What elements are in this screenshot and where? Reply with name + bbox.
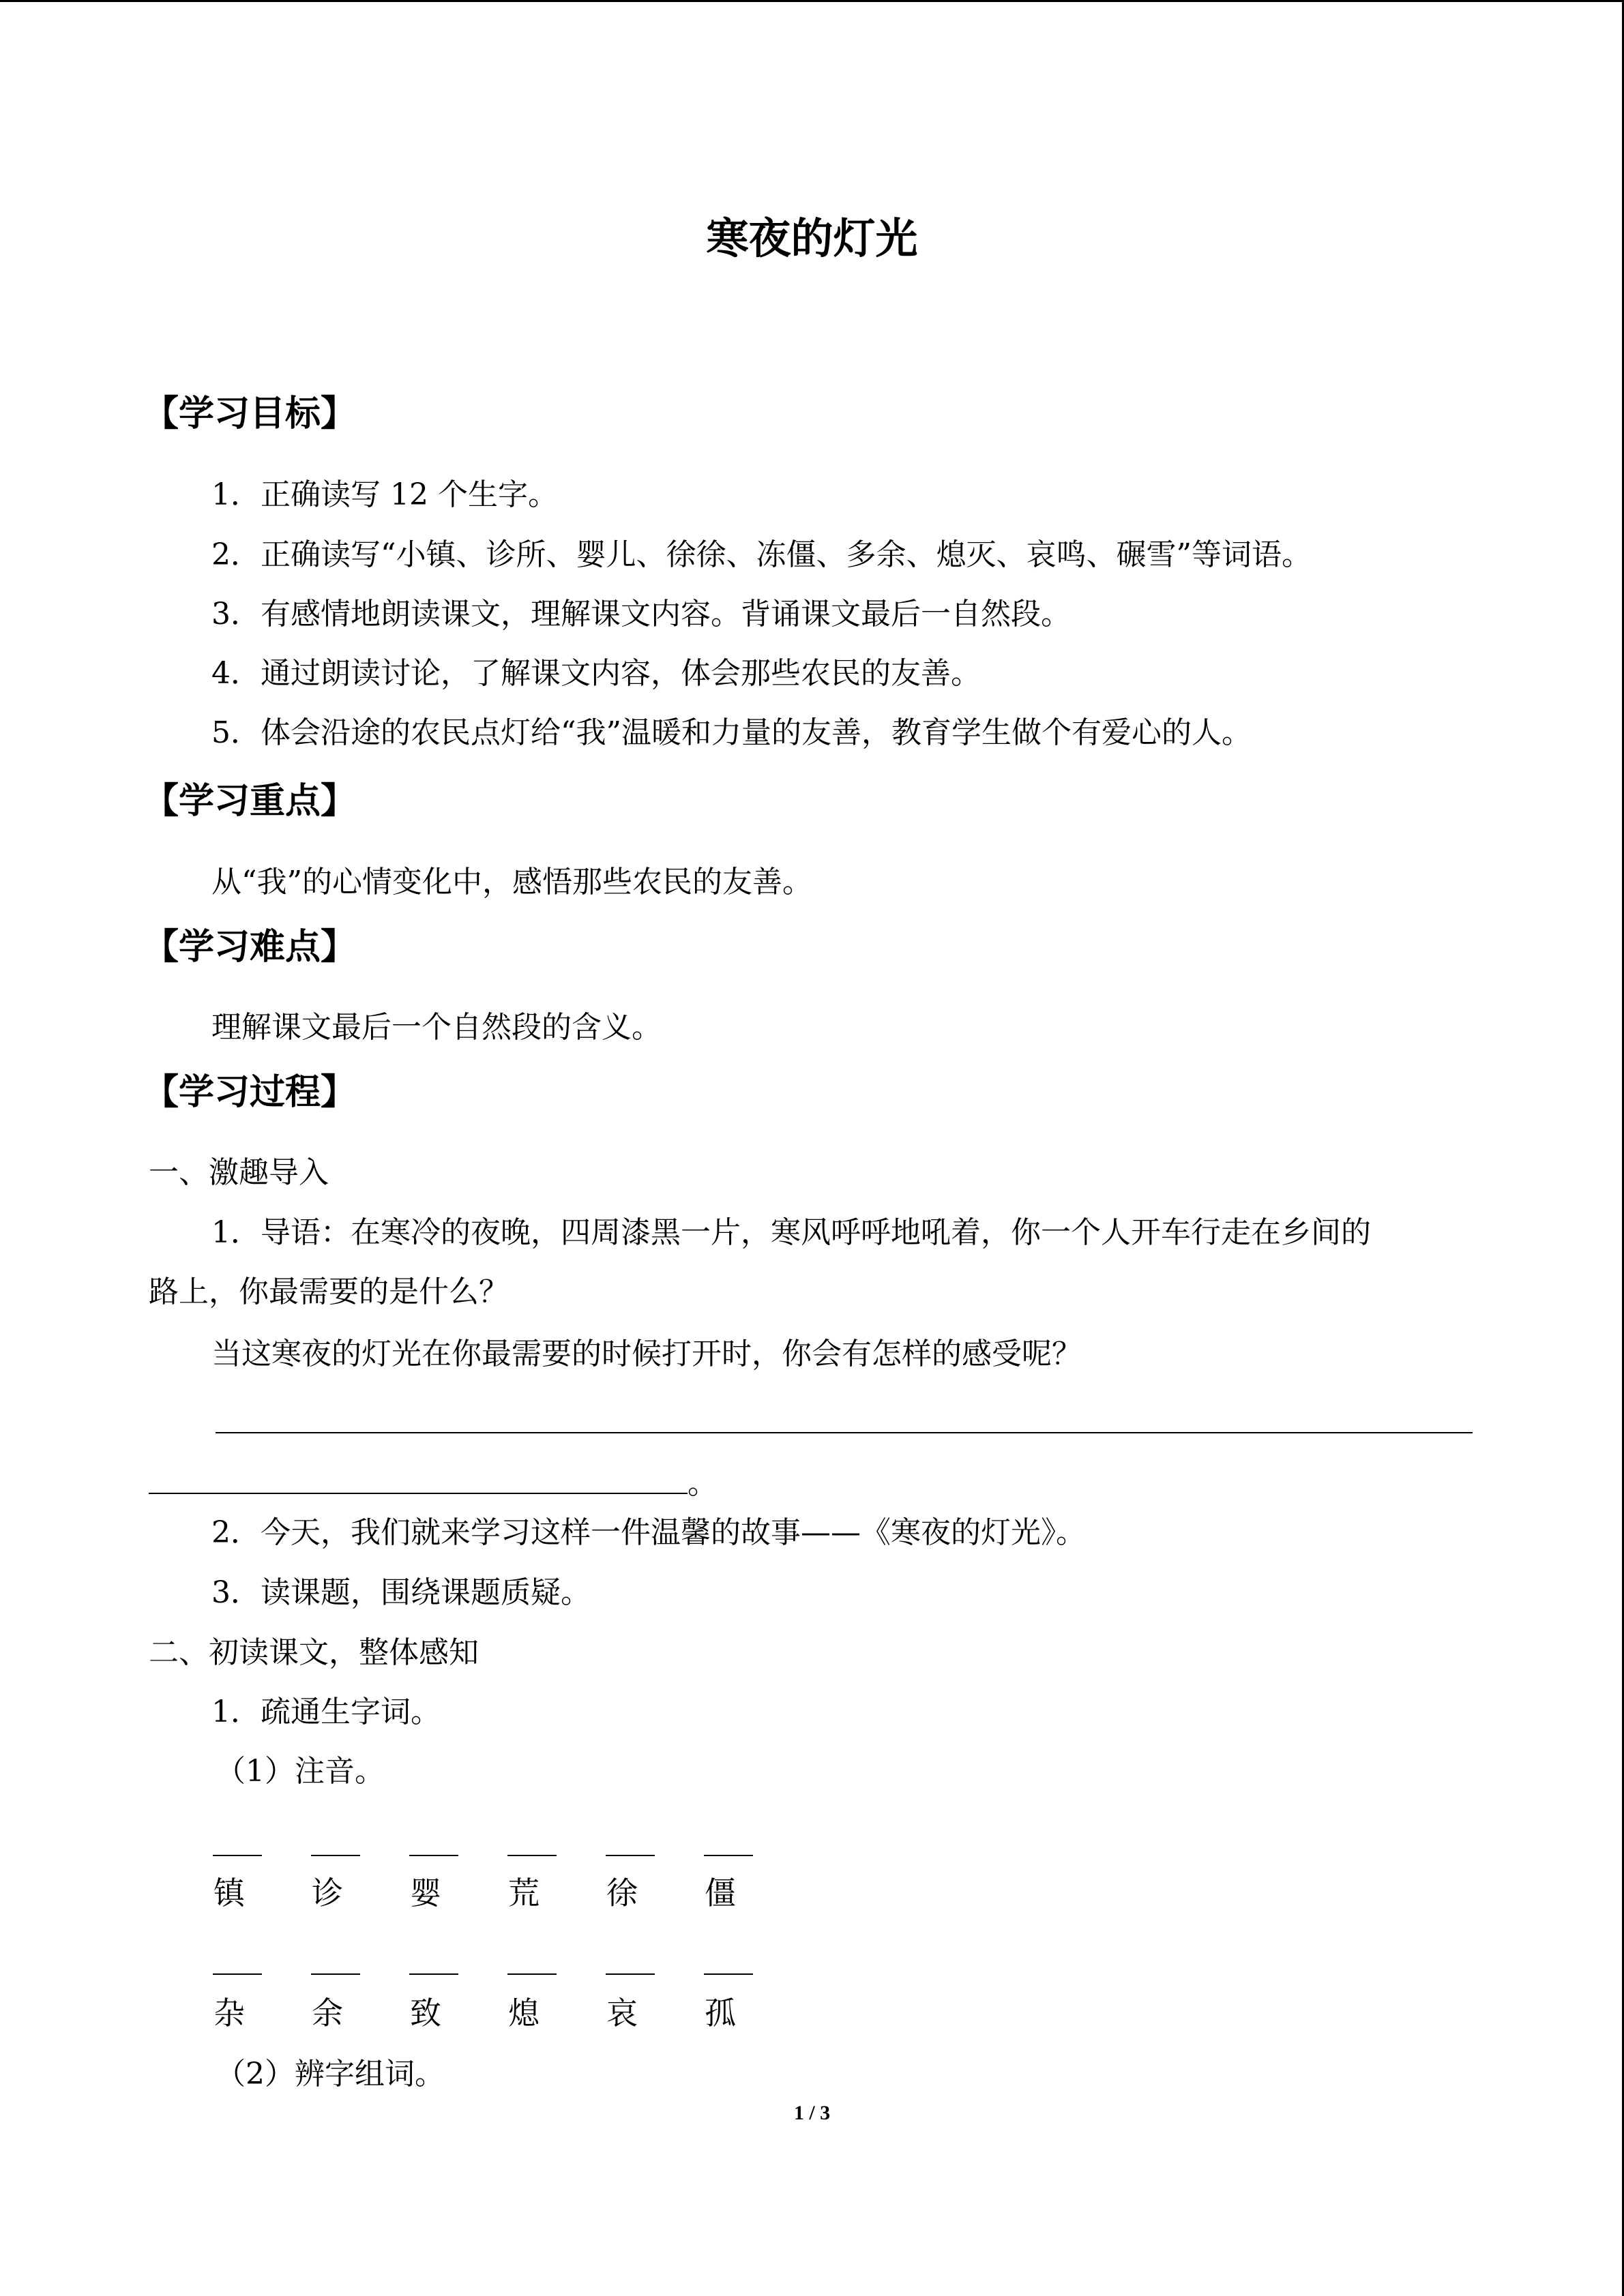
pinyin-blank[interactable] (409, 1855, 458, 1856)
difficulties-text: 理解课文最后一个自然段的含义。 (211, 1010, 662, 1045)
pinyin-blank[interactable] (213, 1855, 262, 1856)
character: 孤 (705, 1995, 736, 2031)
part2-title: 二、初读课文，整体感知 (149, 1635, 479, 1670)
goals-heading: 【学习目标】 (143, 393, 357, 434)
pinyin-blank[interactable] (704, 1855, 753, 1856)
pinyin-blank[interactable] (507, 1973, 557, 1975)
character: 致 (410, 1995, 441, 2031)
pinyin-blank[interactable] (606, 1855, 655, 1856)
part2-item1: 1．疏通生字词。 (211, 1695, 441, 1729)
part1-title: 一、激趣导入 (149, 1155, 329, 1190)
key-points-heading: 【学习重点】 (143, 780, 357, 822)
goal-item: 4．通过朗读讨论，了解课文内容，体会那些农民的友善。 (211, 656, 981, 691)
character: 徐 (606, 1875, 638, 1911)
part1-question: 当这寒夜的灯光在你最需要的时候打开时，你会有怎样的感受呢？ (211, 1337, 1082, 1371)
difficulties-heading: 【学习难点】 (143, 926, 357, 968)
pinyin-blank[interactable] (704, 1973, 753, 1975)
pinyin-blank[interactable] (606, 1973, 655, 1975)
pinyin-blank[interactable] (311, 1855, 360, 1856)
key-points-text: 从“我”的心情变化中，感悟那些农民的友善。 (211, 865, 812, 899)
page-number: 1 / 3 (793, 2102, 831, 2124)
blank-end-punct: 。 (688, 1466, 718, 1501)
part1-item2: 2．今天，我们就来学习这样一件温馨的故事——《寒夜的灯光》。 (211, 1515, 1086, 1550)
character: 熄 (508, 1995, 540, 2031)
pinyin-blank[interactable] (507, 1855, 557, 1856)
document-title: 寒夜的灯光 (706, 213, 918, 263)
character: 杂 (213, 1995, 245, 2031)
pinyin-blank[interactable] (213, 1973, 262, 1975)
goal-item: 3．有感情地朗读课文，理解课文内容。背诵课文最后一自然段。 (211, 597, 1071, 631)
character: 诊 (312, 1875, 343, 1911)
pinyin-blank[interactable] (311, 1973, 360, 1975)
answer-blank-line[interactable] (216, 1432, 1473, 1433)
part1-item1-line1: 1．导语：在寒冷的夜晚，四周漆黑一片，寒风呼呼地吼着，你一个人开车行走在乡间的 (211, 1215, 1371, 1250)
pinyin-blank[interactable] (409, 1973, 458, 1975)
character: 僵 (705, 1875, 736, 1911)
goal-item: 1．正确读写 12 个生字。 (211, 477, 558, 512)
character: 荒 (508, 1875, 540, 1911)
character: 镇 (213, 1875, 245, 1911)
character: 哀 (606, 1995, 638, 2031)
character: 余 (312, 1995, 343, 2031)
part1-item1-line2: 路上，你最需要的是什么？ (149, 1274, 509, 1309)
part2-sub2: （2）辨字组词。 (216, 2057, 445, 2091)
part1-item3: 3．读课题，围绕课题质疑。 (211, 1575, 591, 1610)
process-heading: 【学习过程】 (143, 1071, 357, 1113)
goal-item: 5．体会沿途的农民点灯给“我”温暖和力量的友善，教育学生做个有爱心的人。 (211, 715, 1252, 750)
character: 婴 (410, 1875, 441, 1911)
part2-sub1: （1）注音。 (216, 1754, 385, 1789)
answer-blank-line[interactable] (149, 1493, 688, 1494)
goal-item: 2．正确读写“小镇、诊所、婴儿、徐徐、冻僵、多余、熄灭、哀鸣、碾雪”等词语。 (211, 537, 1312, 572)
